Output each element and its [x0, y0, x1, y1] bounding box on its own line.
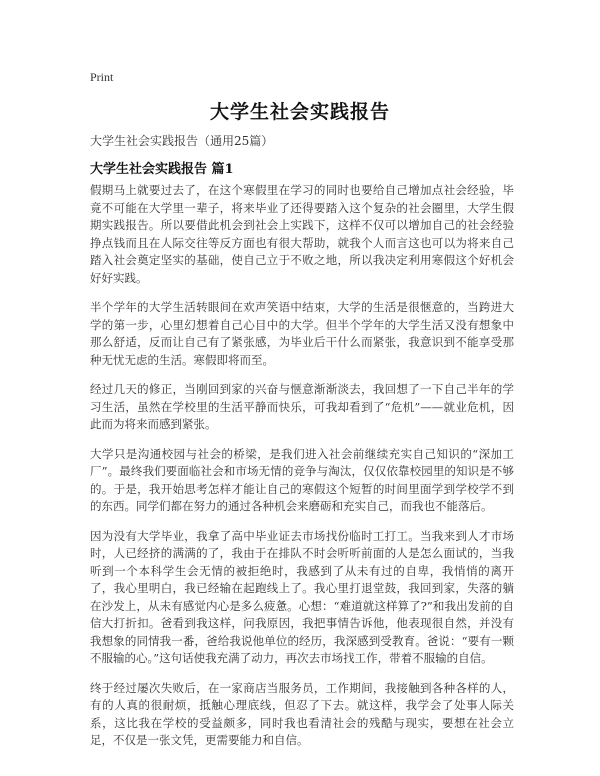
- paragraph-4: 大学只是沟通校园与社会的桥梁，是我们进入社会前继续充实自己知识的“深加工厂”。最终我们要面临社会和市场无情的竞争与淘汰，仅仅依靠校园里的知识是不够的。于是，我开始思考怎样才能让自己的寒假这个短暂的时间里面学到学校学不到的东西。同学们都在努力的通过各种机会来磨砺和充实自己，而我也不能落后。: [90, 446, 514, 513]
- print-link[interactable]: Print: [90, 70, 114, 84]
- paragraph-3: 经过几天的修正，当刚回到家的兴奋与惬意渐渐淡去，我回想了一下自己半年的学习生活，虽然在学校里的生活平静而快乐，可我却看到了“危机”——就业危机，因此而为将来而感到紧张。: [90, 382, 514, 431]
- page-title: 大学生社会实践报告: [209, 101, 390, 123]
- paragraph-5: 因为没有大学毕业，我拿了高中毕业证去市场找份临时工打工。当我来到人才市场时，人已经挤的满满的了，我由于在排队不时会听听前面的人是怎么面试的，当我听到一个本科学生会无情的被拒绝时，我感到了从未有过的自卑，我悄悄的离开了，我心里明白，我已经输在起跑线上了。我心里打退堂鼓，我回到家，失落的躺在沙发上，从未有感觉内心是多么疲惫。心想：“难道就这样算了?”和我出发前的自信大打折扣。爸看到我这样，问我原因，我把事情告诉他，他表现很自然，并没有我想象的同情我一番，爸给我说他单位的经历，我深感到受教育。爸说：“要有一颗不服输的心。”这句话使我充满了动力，再次去市场找工作，带着不服输的自信。: [90, 528, 514, 665]
- article-body: [90, 182, 514, 762]
- paragraph-2: 半个学年的大学生活转眼间在欢声笑语中结束，大学的生活是很惬意的，当跨进大学的第一步，心里幻想着自己心目中的大学。但半个学年的大学生活又没有想象中那么舒适，反而让自己有了紧张感，为毕业后干什么而紧张，我意识到不能享受那种无忧无虑的生活。寒假即将而至。: [90, 300, 514, 367]
- paragraph-1: 假期马上就要过去了，在这个寒假里在学习的同时也要给自己增加点社会经验，毕竟不可能在大学里一辈子，将来毕业了还得要踏入这个复杂的社会圈里，大学生假期实践报告。所以要借此机会到社会上实践下，这样不仅可以增加自己的社会经验挣点钱而且在人际交往等反方面也有很大帮助，就我个人而言这也可以为将来自己踏入社会奠定坚实的基础，使自己立于不败之地，所以我决定利用寒假这个好机会好好实践。: [90, 183, 514, 285]
- document-subtitle: 大学生社会实践报告（通用25篇）: [90, 134, 274, 148]
- section-heading: 大学生社会实践报告 篇1: [90, 162, 234, 177]
- paragraph-6: 终于经过屡次失败后，在一家商店当服务员，工作期间，我接触到各种各样的人，有的人真的很耐烦，抵触心理底线，但忍了下去。就这样，我学会了处事人际关系，这比我在学校的受益颇多，同时我也看清社会的残酷与现实，要想在社会立足，不仅是一张文凭，更需要能力和自信。: [90, 680, 514, 747]
